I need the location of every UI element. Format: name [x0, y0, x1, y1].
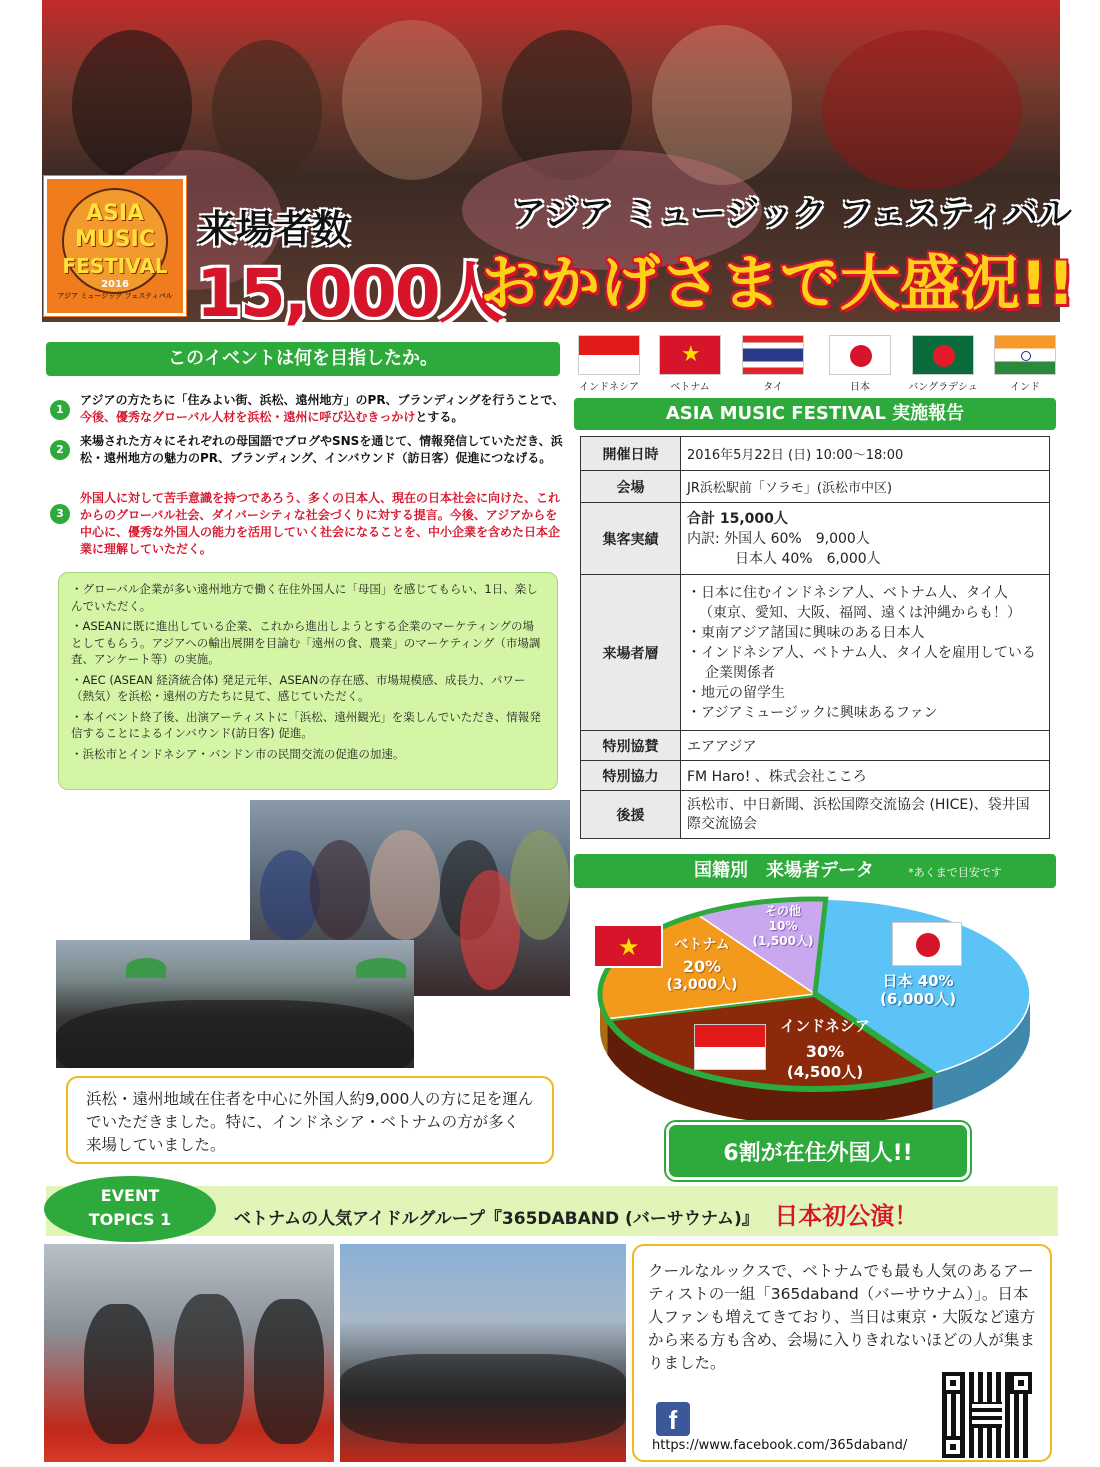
- event-topics-badge-line2: TOPICS 1: [88, 1210, 172, 1229]
- visitors-label: 来場者数: [198, 207, 351, 251]
- chart-vietnam-flag-icon: ★: [593, 924, 663, 968]
- vietnam-flag-icon: ★: [659, 335, 721, 375]
- report-key-audience: 来場者層: [581, 575, 681, 731]
- pie-label-other: [748, 904, 818, 949]
- pie-label-other-pct: 10%: [768, 919, 798, 933]
- flag-label-indonesia: インドネシア: [579, 382, 639, 393]
- pie-label-japan-count: (6,000人): [880, 990, 957, 1008]
- pie-label-indonesia-count: (4,500人): [786, 1063, 864, 1081]
- flag-label-india: インド: [1010, 382, 1040, 393]
- thailand-flag-icon: [742, 335, 804, 375]
- bangladesh-flag-icon: [912, 335, 974, 375]
- pie-label-vietnam-count: (3,000人): [666, 977, 738, 993]
- audience-line-1: ・日本に住むインドネシア人、ベトナム人、タイ人: [687, 584, 1008, 601]
- report-key-venue: 会場: [581, 471, 681, 503]
- chart-indonesia-flag-icon: [694, 1024, 766, 1070]
- goal-item-1: [80, 392, 566, 426]
- report-value-audience: [681, 575, 1050, 731]
- goal-item-3: 外国人に対して苦手意識を持つであろう、多くの日本人、現在の日本社会に向けた、これからのグローバル社会、ダイバーシティな社会づくりに対する提言。今後、アジアからを中心に、優秀な外国人の能力を活用していく社会になることを、中小企業を含めた日本企業に理解していただく。: [80, 491, 561, 556]
- nationality-heading: [574, 854, 1056, 888]
- report-value-attendance: [681, 503, 1050, 575]
- goal-number-1: 1: [50, 400, 70, 420]
- goal-item-2: 来場された方々にそれぞれの母国語でブログやSNSを通じて、情報発信していただき、浜松・遠州地方の魅力のPR、ブランディング、インバウンド（訪日客）促進につなげる。: [80, 434, 563, 465]
- audience-line-7: ・アジアミュージックに興味あるファン: [687, 704, 938, 721]
- bullet-4: ・本イベント終了後、出演アーティストに「浜松、遠州観光」を楽しんでいただき、情報発信することによるインバウンド(訪日客) 促進。: [71, 709, 541, 740]
- indonesia-flag-icon: [578, 335, 640, 375]
- attendance-line1: 内訳: 外国人 60% 9,000人: [687, 530, 870, 547]
- pie-label-indonesia-text: インドネシア: [780, 1017, 870, 1035]
- pie-label-vietnam-pct: 20%: [682, 957, 722, 976]
- festival-logo: [44, 176, 186, 316]
- audience-line-3: ・東南アジア諸国に興味のある日本人: [687, 624, 925, 641]
- logo-line2: MUSIC: [75, 227, 155, 252]
- report-key-support: 後援: [581, 791, 681, 839]
- goal-1-text-a: アジアの方たちに「住みよい街、浜松、遠州地方」のPR、ブランディングを行うことで、: [80, 393, 565, 407]
- audience-line-5: 企業関係者: [705, 664, 775, 681]
- event-topics-title: [234, 1196, 918, 1231]
- bullet-2: ・ASEANに既に進出している企業、これから進出しようとする企業のマーケティングの場としてもらう。アジアへの輸出展開を目論む「遠州の食、農業」のマーケティング（市場調査、アンケート等）の実施。: [71, 619, 541, 666]
- nationality-note: *あくまで目安です: [908, 866, 1002, 879]
- event-topics-badge-line1: EVENT: [100, 1186, 160, 1205]
- pie-label-other-text: その他: [764, 904, 801, 918]
- audience-line-4: ・インドネシア人、ベトナム人、タイ人を雇用している: [687, 644, 1036, 661]
- band-performance-photo: [44, 1244, 334, 1462]
- flag-label-bangladesh: バングラデシュ: [908, 382, 978, 393]
- bullet-3: ・AEC (ASEAN 経済統合体) 発足元年、ASEANの存在感、市場規模感、成長力、パワー（熱気）を浜松・遠州の方たちに見て、感じていただく。: [71, 672, 526, 703]
- pie-label-indonesia: [770, 1016, 880, 1082]
- report-value-cooperation: FM Haro! 、株式会社こころ: [681, 761, 1050, 791]
- report-value-sponsor: エアアジア: [681, 731, 1050, 761]
- flag-label-japan: 日本: [850, 382, 870, 393]
- japan-flag-icon: [829, 335, 891, 375]
- event-topics-title-highlight: 日本初公演！: [774, 1202, 919, 1230]
- report-table: [580, 436, 1050, 839]
- visitors-count: 15,000人: [196, 255, 503, 332]
- stage-audience-photo: [340, 1244, 626, 1462]
- report-value-date: 2016年5月22日 (日) 10:00〜18:00: [681, 437, 1050, 471]
- pie-label-vietnam-text: ベトナム: [674, 937, 730, 953]
- report-value-support: 浜松市、中日新聞、浜松国際交流協会 (HICE)、袋井国際交流協会: [681, 791, 1050, 839]
- report-key-sponsor: 特別協賛: [581, 731, 681, 761]
- festival-name: アジア ミュージック フェスティバル: [512, 194, 1072, 234]
- logo-sub: アジア ミュージック フェスティバル: [57, 292, 173, 300]
- report-key-cooperation: 特別協力: [581, 761, 681, 791]
- india-flag-icon: [994, 335, 1056, 375]
- pie-label-japan: [880, 972, 956, 1008]
- report-key-date: 開催日時: [581, 437, 681, 471]
- report-heading: ASIA MUSIC FESTIVAL 実施報告: [574, 398, 1056, 430]
- thanks-headline: おかげさまで大盛況!!: [480, 249, 1075, 319]
- audience-line-6: ・地元の留学生: [687, 684, 785, 701]
- crowd-stage-photo: [56, 940, 414, 1068]
- qr-code-icon[interactable]: [942, 1372, 1032, 1458]
- goals-heading: このイベントは何を目指したか。: [46, 342, 560, 376]
- facebook-url-link[interactable]: https://www.facebook.com/365daband/: [652, 1438, 908, 1453]
- band-description: クールなルックスで、ベトナムでも最も人気のあるアーティストの一組「365daband（バーサウナム）」。日本人ファンも増えてきており、当日は東京・大阪など遠方から来る方も含め、会場に入りきれないほどの人が集まりました。: [648, 1262, 1036, 1372]
- audience-line-2: （東京、愛知、大阪、福岡、遠くは沖縄からも！）: [699, 604, 1021, 621]
- goals-bullets-box: [58, 572, 558, 790]
- chart-japan-flag-icon: [892, 922, 962, 966]
- foreign-visitors-caption: 浜松・遠州地域在住者を中心に外国人約9,000人の方に足を運んでいただきました。特に、インドネシア・ベトナムの方が多く来場していました。: [66, 1076, 554, 1164]
- attendance-total: 合計 15,000人: [687, 510, 788, 527]
- pie-label-indonesia-pct: 30%: [805, 1042, 845, 1061]
- attendance-line2: 日本人 40% 6,000人: [735, 550, 881, 567]
- goal-number-2: 2: [50, 440, 70, 460]
- logo-line3: FESTIVAL: [62, 254, 168, 278]
- report-key-attendance: 集客実績: [581, 503, 681, 575]
- band-description-box: [632, 1244, 1052, 1462]
- goal-1-text-c: とする。: [415, 410, 464, 424]
- goal-number-3: 3: [50, 504, 70, 524]
- pie-label-vietnam: [652, 936, 752, 994]
- event-topics-badge: [44, 1176, 216, 1242]
- goal-1-text-b: 今後、優秀なグローバル人材を浜松・遠州に呼び込むきっかけ: [80, 410, 416, 424]
- facebook-icon[interactable]: f: [656, 1402, 690, 1436]
- bullet-5: ・浜松市とインドネシア・バンドン市の民間交流の促進の加速。: [71, 746, 405, 761]
- nationality-title: 国籍別 来場者データ: [694, 860, 874, 881]
- logo-line1: ASIA: [85, 201, 145, 226]
- event-topics-title-main: ベトナムの人気アイドルグループ『365DABAND (バーサウナム)』: [234, 1209, 759, 1229]
- flag-label-vietnam: ベトナム: [670, 382, 710, 393]
- pie-label-japan-text: 日本 40%: [882, 972, 954, 990]
- logo-year: 2016: [101, 279, 129, 290]
- report-value-venue: JR浜松駅前「ソラモ」(浜松市中区): [681, 471, 1050, 503]
- bullet-1: ・グローバル企業が多い遠州地方で働く在住外国人に「母国」を感じてもらい、1日、楽しんでいただく。: [71, 582, 538, 613]
- flag-label-thailand: タイ: [763, 382, 783, 393]
- foreign-resident-summary: 6割が在住外国人!!: [666, 1122, 970, 1180]
- pie-label-other-count: (1,500人): [752, 934, 814, 948]
